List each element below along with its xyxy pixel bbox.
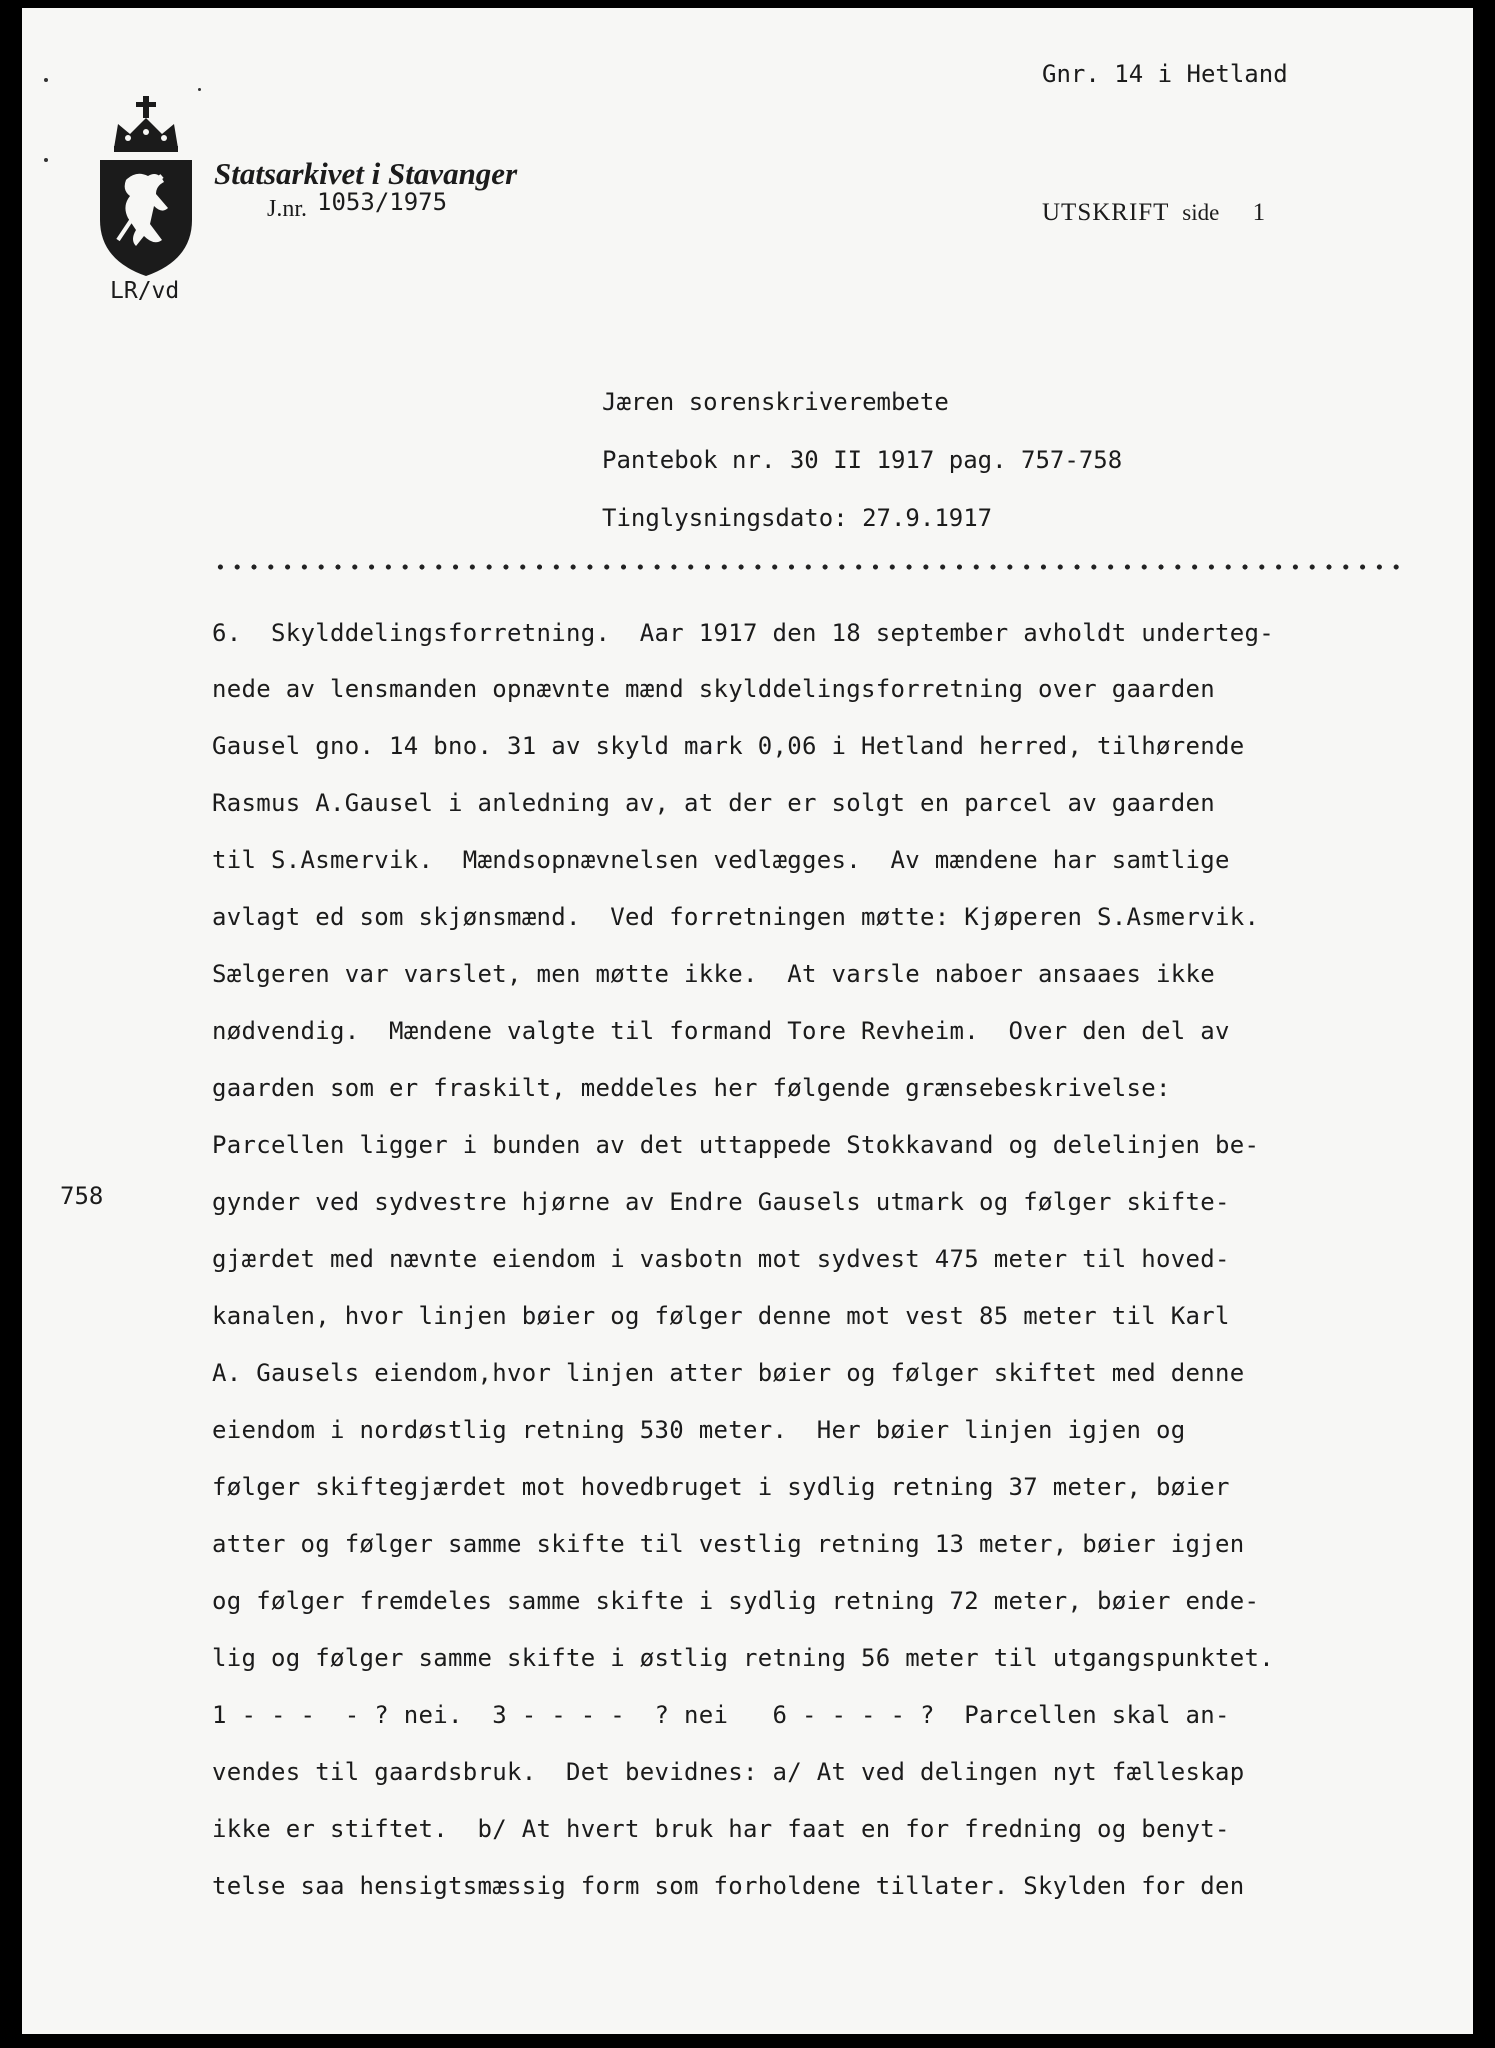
utskrift-label: UTSKRIFT [1042,199,1170,226]
body-line: Parcellen ligger i bunden av det uttappede Stokkavand og delelinjen be- [212,1131,1260,1159]
paper-speck [44,78,48,82]
source-office: Jæren sorenskriverembete [602,388,949,416]
body-line: og følger fremdeles samme skifte i sydlig retning 72 meter, bøier ende- [212,1587,1260,1615]
body-line: nede av lensmanden opnævnte mænd skylddelingsforretning over gaarden [212,675,1215,703]
source-pantebok: Pantebok nr. 30 II 1917 pag. 757-758 [602,446,1123,474]
body-line: nødvendig. Mændene valgte til formand Tore Revheim. Over den del av [212,1017,1230,1045]
journal-number [267,188,448,223]
page-number: 1 [1252,199,1267,226]
paper-speck [44,158,48,162]
body-line: Sælgeren var varslet, men møtte ikke. At varsle naboer ansaaes ikke [212,960,1215,988]
body-line: gjærdet med nævnte eiendom i vasbotn mot sydvest 475 meter til hoved- [212,1245,1230,1273]
document-page [22,8,1473,2034]
body-line: vendes til gaardsbruk. Det bevidnes: a/ At ved delingen nyt fælleskap [212,1758,1245,1786]
source-tinglysningsdato: Tinglysningsdato: 27.9.1917 [602,504,993,532]
body-line: følger skiftegjærdet mot hovedbruget i sydlig retning 37 meter, bøier [212,1473,1230,1501]
body-line: lig og følger samme skifte i østlig retning 56 meter til utgangspunktet. [212,1644,1274,1672]
body-line: til S.Asmervik. Mændsopnævnelsen vedlægges. Av mændene har samtlige [212,846,1230,874]
body-line: ikke er stiftet. b/ At hvert bruk har faat en for fredning og benyt- [212,1815,1230,1843]
body-line: gynder ved sydvestre hjørne av Endre Gausels utmark og følger skifte- [212,1188,1230,1216]
jnr-value: 1053/1975 [317,188,448,216]
body-line: Rasmus A.Gausel i anledning av, at der er solgt en parcel av gaarden [212,789,1215,817]
dotted-separator [212,560,1407,574]
gnr-reference: Gnr. 14 i Hetland [1042,60,1288,88]
body-line: gaarden som er fraskilt, meddeles her følgende grænsebeskrivelse: [212,1074,1171,1102]
body-line: atter og følger samme skifte til vestlig retning 13 meter, bøier igjen [212,1530,1245,1558]
body-line: Gausel gno. 14 bno. 31 av skyld mark 0,06 i Hetland herred, tilhørende [212,732,1245,760]
paper-speck [198,88,201,91]
body-line: eiendom i nordøstlig retning 530 meter. Her bøier linjen igjen og [212,1416,1186,1444]
jnr-label: J.nr. [267,196,308,222]
body-line: telse saa hensigtsmæssig form som forholdene tillater. Skylden for den [212,1872,1245,1900]
utskrift-header [1042,199,1266,227]
utskrift-side-label: side [1182,200,1220,225]
body-line: kanalen, hvor linjen bøier og følger denne mot vest 85 meter til Karl [212,1302,1230,1330]
body-line: 6. Skylddelingsforretning. Aar 1917 den 18 september avholdt underteg- [212,619,1274,647]
body-line: A. Gausels eiendom,hvor linjen atter bøier og følger skiftet med denne [212,1359,1245,1387]
body-line: avlagt ed som skjønsmænd. Ved forretningen møtte: Kjøperen S.Asmervik. [212,903,1260,931]
coat-of-arms-icon [92,90,202,280]
margin-page-note: 758 [60,1182,104,1210]
archive-name: Statsarkivet i Stavanger [214,156,518,191]
initials: LR/vd [110,278,180,304]
body-line: 1 - - - - ? nei. 3 - - - - ? nei 6 - - - - ? Parcellen skal an- [212,1701,1230,1729]
